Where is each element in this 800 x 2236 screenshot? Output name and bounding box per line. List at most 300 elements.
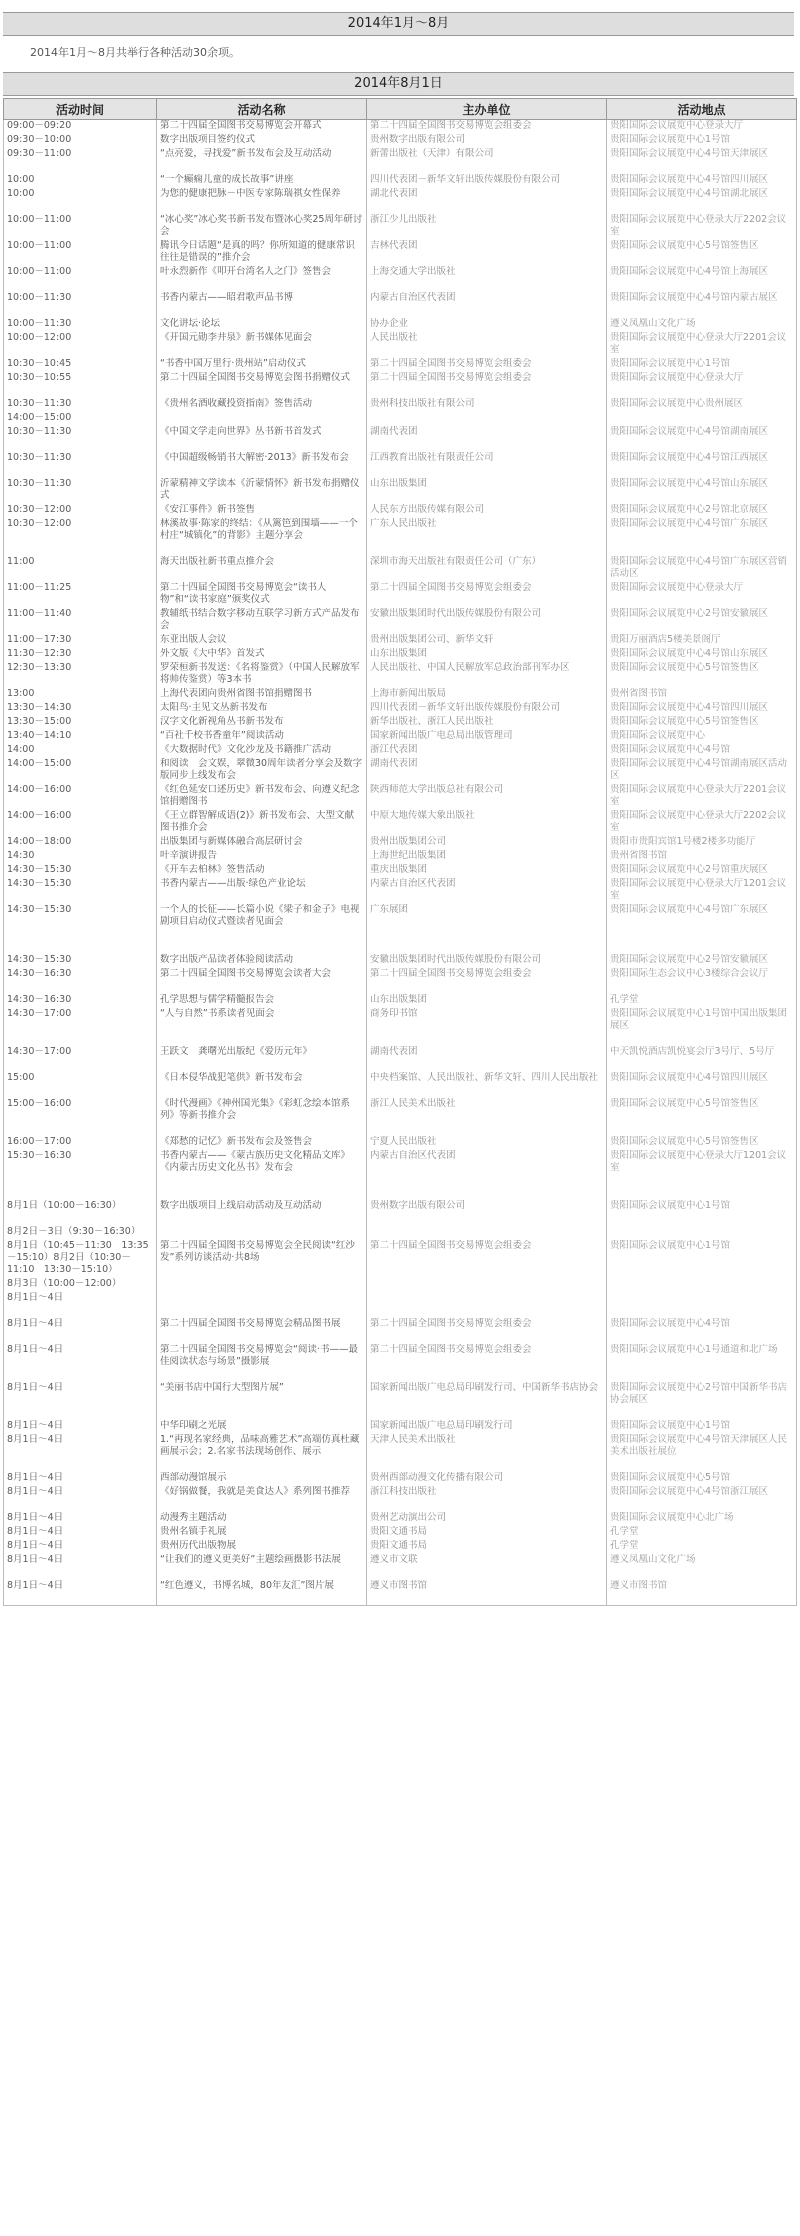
cell-time: 11:30－12:30 (4, 648, 157, 662)
cell-name: 第二十四届全国图书交易博览会图书捐赠仪式 (157, 372, 367, 398)
cell-time: 09:00－09:20 (4, 120, 157, 134)
cell-organizer (367, 412, 607, 426)
cell-venue: 贵阳国际会议展览中心2号馆重庆展区 (607, 864, 797, 878)
cell-time: 8月1日～4日 (4, 1512, 157, 1526)
cell-venue: 贵阳国际会议展览中心登录大厅2201会议室 (607, 332, 797, 358)
cell-name: 第二十四届全国图书交易博览会全民阅读“红沙发”系列访谈活动·共8场 (157, 1240, 367, 1278)
cell-venue: 贵阳国际会议展览中心4号馆四川展区 (607, 702, 797, 716)
cell-organizer: 湖南代表团 (367, 758, 607, 784)
cell-name: 汉字文化新视角丛书新书发布 (157, 716, 367, 730)
table-row (4, 556, 797, 582)
cell-venue: 孔学堂 (607, 1540, 797, 1554)
cell-organizer: 中原大地传媒大象出版社 (367, 810, 607, 836)
table-row (4, 1344, 797, 1382)
col-header-time: 活动时间 (4, 99, 157, 120)
cell-venue: 贵阳国际会议展览中心贵州展区 (607, 398, 797, 412)
cell-organizer: 贵州数字出版有限公司 (367, 1200, 607, 1226)
cell-time: 12:30－13:30 (4, 662, 157, 688)
cell-organizer: 第二十四届全国图书交易博览会组委会 (367, 358, 607, 372)
cell-organizer (367, 1292, 607, 1318)
table-row (4, 1150, 797, 1200)
cell-name: 《王立群智解成语(2)》新书发布会、大型文献图书推介会 (157, 810, 367, 836)
cell-organizer: 贵州出版集团公司 (367, 836, 607, 850)
table-row (4, 904, 797, 954)
cell-name (157, 1278, 367, 1292)
table-row (4, 452, 797, 478)
cell-venue: 贵阳国际会议展览中心1号馆 (607, 134, 797, 148)
table-row (4, 836, 797, 850)
cell-venue: 贵阳国际会议展览中心5号馆签售区 (607, 716, 797, 730)
cell-name: 《开国元勋李井泉》新书媒体见面会 (157, 332, 367, 358)
cell-venue: 贵阳国际会议展览中心5号馆签售区 (607, 662, 797, 688)
cell-organizer: 湖北代表团 (367, 188, 607, 214)
cell-name: 贵州名镇手礼展 (157, 1526, 367, 1540)
cell-name: “百社千校书香童年”阅读活动 (157, 730, 367, 744)
table-row (4, 412, 797, 426)
cell-organizer: 深圳市海天出版社有限责任公司（广东） (367, 556, 607, 582)
cell-time: 8月2日－3日（9:30－16:30） (4, 1226, 157, 1240)
cell-time: 14:30－15:30 (4, 954, 157, 968)
cell-time: 8月1日～4日 (4, 1554, 157, 1580)
cell-venue: 贵阳国际会议展览中心4号馆广东展区 (607, 518, 797, 556)
cell-organizer: 浙江代表团 (367, 744, 607, 758)
cell-name: 《郑愁的记忆》新书发布会及签售会 (157, 1136, 367, 1150)
cell-organizer: 浙江科技出版社 (367, 1486, 607, 1512)
cell-name: “一个癫痫儿童的成长故事”讲座 (157, 174, 367, 188)
cell-organizer: 人民东方出版传媒有限公司 (367, 504, 607, 518)
cell-venue: 贵阳国际会议展览中心4号馆湖南展区活动区 (607, 758, 797, 784)
cell-organizer: 第二十四届全国图书交易博览会组委会 (367, 1318, 607, 1344)
cell-time: 14:30－17:00 (4, 1046, 157, 1072)
cell-time: 13:30－15:00 (4, 716, 157, 730)
table-row (4, 864, 797, 878)
cell-venue: 贵阳国际会议展览中心北广场 (607, 1512, 797, 1526)
cell-organizer: 贵州出版集团公司、新华文轩 (367, 634, 607, 648)
cell-organizer: 中央档案馆、人民出版社、新华文轩、四川人民出版社 (367, 1072, 607, 1098)
cell-venue: 贵阳国际会议展览中心登录大厅 (607, 120, 797, 134)
cell-time: 10:00－11:30 (4, 292, 157, 318)
cell-name: 叶辛演讲报告 (157, 850, 367, 864)
cell-organizer: 国家新闻出版广电总局印刷发行司、中国新华书店协会 (367, 1382, 607, 1420)
cell-name: 为您的健康把脉－中医专家陈瑞祺女性保养 (157, 188, 367, 214)
cell-venue: 贵阳国际会议展览中心4号馆四川展区 (607, 1072, 797, 1098)
cell-venue: 贵阳国际会议展览中心登录大厅2202会议室 (607, 810, 797, 836)
cell-organizer: 遵义市文联 (367, 1554, 607, 1580)
cell-venue (607, 1278, 797, 1292)
cell-time: 10:00 (4, 174, 157, 188)
cell-name: 《中国文学走向世界》丛书新书首发式 (157, 426, 367, 452)
cell-time: 14:00－15:00 (4, 412, 157, 426)
cell-venue: 贵阳市贵阳宾馆1号楼2楼多功能厅 (607, 836, 797, 850)
cell-time: 14:30－16:30 (4, 968, 157, 994)
table-row (4, 1098, 797, 1136)
cell-organizer: 四川代表团－新华文轩出版传媒股份有限公司 (367, 174, 607, 188)
cell-organizer: 吉林代表团 (367, 240, 607, 266)
cell-time: 14:30－15:30 (4, 878, 157, 904)
cell-organizer: 广东展团 (367, 904, 607, 954)
cell-time: 8月1日～4日 (4, 1472, 157, 1486)
cell-venue: 贵阳国际会议展览中心2号馆安徽展区 (607, 954, 797, 968)
cell-name: 一个人的长征——长篇小说《梁子和金子》电视剧项目启动仪式暨读者见面会 (157, 904, 367, 954)
table-row (4, 648, 797, 662)
table-row (4, 1580, 797, 1606)
cell-name: 书香内蒙古——出版·绿色产业论坛 (157, 878, 367, 904)
cell-organizer: 第二十四届全国图书交易博览会组委会 (367, 120, 607, 134)
table-row (4, 744, 797, 758)
cell-organizer (367, 1278, 607, 1292)
cell-name: 腾讯今日话题“是真的吗？你所知道的健康常识往往是错误的”推介会 (157, 240, 367, 266)
cell-venue: 贵阳国际会议展览中心4号馆内蒙古展区 (607, 292, 797, 318)
cell-name: 出版集团与新媒体融合高层研讨会 (157, 836, 367, 850)
table-row (4, 318, 797, 332)
cell-organizer: 湖南代表团 (367, 1046, 607, 1072)
table-row (4, 1512, 797, 1526)
table-row (4, 810, 797, 836)
table-row (4, 398, 797, 412)
table-row (4, 188, 797, 214)
table-row (4, 1472, 797, 1486)
cell-venue: 贵阳国际生态会议中心3楼综合会议厅 (607, 968, 797, 994)
cell-name: 《大数据时代》文化沙龙及书籍推广活动 (157, 744, 367, 758)
cell-name: 《开车去柏林》签售活动 (157, 864, 367, 878)
cell-name: 上海代表团向贵州省图书馆捐赠图书 (157, 688, 367, 702)
cell-time: 10:30－11:30 (4, 398, 157, 412)
cell-venue: 贵阳国际会议展览中心登录大厅 (607, 582, 797, 608)
table-row (4, 174, 797, 188)
cell-name: “让我们的遵义更美好”主题绘画摄影书法展 (157, 1554, 367, 1580)
cell-name: 林溪故事·陈家的终结：《从篱笆到围墙——一个村庄“城镇化”的背影》主题分享会 (157, 518, 367, 556)
cell-time: 10:30－11:30 (4, 478, 157, 504)
table-row (4, 148, 797, 174)
cell-venue: 遵义凤凰山文化广场 (607, 1554, 797, 1580)
cell-time: 8月1日（10:00－16:30） (4, 1200, 157, 1226)
cell-venue: 孔学堂 (607, 1526, 797, 1540)
cell-organizer: 山东出版集团 (367, 648, 607, 662)
cell-time: 11:00－11:40 (4, 608, 157, 634)
cell-time: 10:00－11:30 (4, 318, 157, 332)
table-row (4, 716, 797, 730)
col-header-name: 活动名称 (157, 99, 367, 120)
cell-organizer (367, 1226, 607, 1240)
table-row (4, 292, 797, 318)
cell-name: 孔学思想与儒学精髓报告会 (157, 994, 367, 1008)
cell-time: 14:30－15:30 (4, 864, 157, 878)
cell-time: 09:30－10:00 (4, 134, 157, 148)
cell-name: 罗荣桓新书发送：《名将鉴赏》（中国人民解放军将帅传鉴赏）等3本书 (157, 662, 367, 688)
cell-time: 14:00－16:00 (4, 810, 157, 836)
table-row (4, 1200, 797, 1226)
cell-name: “红色遵义，书博名城，80年友汇”图片展 (157, 1580, 367, 1606)
table-row (4, 134, 797, 148)
cell-name: 教辅纸书结合数字移动互联学习新方式产品发布会 (157, 608, 367, 634)
intro-text: 2014年1月～8月共举行各种活动30余项。 (30, 46, 240, 59)
cell-name: 第二十四届全国图书交易博览会“读书人物”和“读书家庭”颁奖仪式 (157, 582, 367, 608)
activity-table (3, 98, 797, 1606)
cell-name: 数字出版项目上线启动活动及互动活动 (157, 1200, 367, 1226)
cell-venue: 贵阳国际会议展览中心4号馆山东展区 (607, 648, 797, 662)
table-row (4, 1278, 797, 1292)
cell-time: 8月1日～4日 (4, 1434, 157, 1472)
table-row (4, 968, 797, 994)
cell-name: 《中国超级畅销书大解密·2013》新书发布会 (157, 452, 367, 478)
cell-organizer: 湖南代表团 (367, 426, 607, 452)
cell-time: 8月1日～4日 (4, 1486, 157, 1512)
cell-time: 8月1日～4日 (4, 1318, 157, 1344)
cell-organizer: 国家新闻出版广电总局出版管理司 (367, 730, 607, 744)
cell-time: 8月1日～4日 (4, 1526, 157, 1540)
cell-venue: 贵阳国际会议展览中心4号馆广东展区 (607, 904, 797, 954)
cell-venue: 贵阳国际会议展览中心1号馆 (607, 1240, 797, 1278)
cell-name: 数字出版项目签约仪式 (157, 134, 367, 148)
table-row (4, 1226, 797, 1240)
cell-name: 沂蒙精神文学读本《沂蒙情怀》新书发布捐赠仪式 (157, 478, 367, 504)
cell-name: 叶永烈新作《叩开台湾名人之门》签售会 (157, 266, 367, 292)
table-row (4, 1072, 797, 1098)
table-row (4, 758, 797, 784)
table-header-row (4, 99, 797, 120)
cell-time: 8月1日～4日 (4, 1382, 157, 1420)
cell-venue: 贵阳国际会议展览中心5号馆 (607, 1472, 797, 1486)
table-row (4, 266, 797, 292)
table-row (4, 1540, 797, 1554)
col-header-venue: 活动地点 (607, 99, 797, 120)
cell-venue: 贵阳国际会议展览中心4号馆天津展区人民美术出版社展位 (607, 1434, 797, 1472)
cell-time: 14:30－16:30 (4, 994, 157, 1008)
cell-name: 数字出版产品读者体验阅读活动 (157, 954, 367, 968)
cell-venue: 贵阳万丽酒店5楼美景阁厅 (607, 634, 797, 648)
table-row (4, 1240, 797, 1278)
cell-time: 14:30－17:00 (4, 1008, 157, 1046)
cell-organizer: 上海市新闻出版局 (367, 688, 607, 702)
table-row (4, 1434, 797, 1472)
cell-time: 10:00－11:00 (4, 266, 157, 292)
cell-organizer: 四川代表团－新华文轩出版传媒股份有限公司 (367, 702, 607, 716)
cell-name: 外文版《大中华》首发式 (157, 648, 367, 662)
cell-venue: 贵阳国际会议展览中心4号馆江西展区 (607, 452, 797, 478)
cell-time: 14:30－15:30 (4, 904, 157, 954)
cell-organizer: 贵州科技出版社有限公司 (367, 398, 607, 412)
cell-name: “人与自然”书系读者见面会 (157, 1008, 367, 1046)
cell-time: 10:30－11:30 (4, 426, 157, 452)
cell-name: 西部动漫馆展示 (157, 1472, 367, 1486)
cell-name: 第二十四届全国图书交易博览会读者大会 (157, 968, 367, 994)
table-row (4, 504, 797, 518)
cell-time: 13:40－14:10 (4, 730, 157, 744)
cell-name: 《安江事件》新书签售 (157, 504, 367, 518)
cell-venue: 贵州省图书馆 (607, 850, 797, 864)
cell-venue: 贵阳国际会议展览中心5号馆签售区 (607, 1136, 797, 1150)
cell-venue: 贵阳国际会议展览中心5号馆签售区 (607, 240, 797, 266)
cell-venue: 贵州省图书馆 (607, 688, 797, 702)
cell-organizer: 上海交通大学出版社 (367, 266, 607, 292)
cell-organizer: 重庆出版集团 (367, 864, 607, 878)
table-row (4, 850, 797, 864)
cell-time: 8月3日（10:00－12:00） (4, 1278, 157, 1292)
cell-organizer: 第二十四届全国图书交易博览会组委会 (367, 968, 607, 994)
cell-name: 文化讲坛·论坛 (157, 318, 367, 332)
cell-organizer: 山东出版集团 (367, 478, 607, 504)
table-row (4, 634, 797, 648)
cell-organizer: 第二十四届全国图书交易博览会组委会 (367, 1240, 607, 1278)
cell-venue: 贵阳国际会议展览中心1号馆 (607, 1200, 797, 1226)
table-row (4, 688, 797, 702)
cell-organizer: 内蒙古自治区代表团 (367, 292, 607, 318)
period-banner: 2014年1月～8月 (3, 12, 794, 36)
table-row (4, 240, 797, 266)
cell-name (157, 412, 367, 426)
cell-time: 15:30－16:30 (4, 1150, 157, 1200)
cell-time: 10:30－10:45 (4, 358, 157, 372)
cell-organizer: 上海世纪出版集团 (367, 850, 607, 864)
cell-name: 中华印刷之光展 (157, 1420, 367, 1434)
cell-venue: 孔学堂 (607, 994, 797, 1008)
cell-name: 第二十四届全国图书交易博览会精品图书展 (157, 1318, 367, 1344)
table-row (4, 1318, 797, 1344)
cell-name: 《红色延安口述历史》新书发布会、向遵义纪念馆捐赠图书 (157, 784, 367, 810)
table-row (4, 954, 797, 968)
cell-time: 10:30－11:30 (4, 452, 157, 478)
cell-venue: 贵阳国际会议展览中心4号馆山东展区 (607, 478, 797, 504)
cell-organizer: 内蒙古自治区代表团 (367, 1150, 607, 1200)
table-row (4, 1136, 797, 1150)
cell-organizer: 江西教育出版社有限责任公司 (367, 452, 607, 478)
cell-venue: 中天凯悦酒店凯悦宴会厅3号厅、5号厅 (607, 1046, 797, 1072)
cell-name: “点亮爱，寻找爱”新书发布会及互动活动 (157, 148, 367, 174)
cell-organizer: 新蕾出版社（天津）有限公司 (367, 148, 607, 174)
cell-venue (607, 412, 797, 426)
cell-time: 16:00－17:00 (4, 1136, 157, 1150)
cell-name: “冰心奖”冰心奖书新书发布暨冰心奖25周年研讨会 (157, 214, 367, 240)
cell-organizer: 第二十四届全国图书交易博览会组委会 (367, 582, 607, 608)
cell-venue: 贵阳国际会议展览中心4号馆天津展区 (607, 148, 797, 174)
cell-time: 10:00－11:00 (4, 240, 157, 266)
cell-venue: 贵阳国际会议展览中心登录大厅1201会议室 (607, 1150, 797, 1200)
cell-venue: 贵阳国际会议展览中心2号馆北京展区 (607, 504, 797, 518)
cell-time: 8月1日～4日 (4, 1420, 157, 1434)
table-row (4, 994, 797, 1008)
cell-time: 11:00 (4, 556, 157, 582)
cell-name: 东亚出版人会议 (157, 634, 367, 648)
table-row (4, 120, 797, 134)
date-banner: 2014年8月1日 (3, 72, 794, 96)
cell-time: 10:00 (4, 188, 157, 214)
cell-time: 15:00－16:00 (4, 1098, 157, 1136)
cell-venue: 贵阳国际会议展览中心4号馆湖北展区 (607, 188, 797, 214)
col-header-organizer: 主办单位 (367, 99, 607, 120)
cell-venue: 贵阳国际会议展览中心4号馆广东展区营销活动区 (607, 556, 797, 582)
cell-venue: 贵阳国际会议展览中心1号馆中国出版集团展区 (607, 1008, 797, 1046)
cell-organizer: 安徽出版集团时代出版传媒股份有限公司 (367, 954, 607, 968)
cell-venue: 贵阳国际会议展览中心1号馆 (607, 1420, 797, 1434)
cell-organizer: 第二十四届全国图书交易博览会组委会 (367, 372, 607, 398)
cell-name: 海天出版社新书重点推介会 (157, 556, 367, 582)
cell-venue: 贵阳国际会议展览中心1号馆 (607, 358, 797, 372)
table-body (4, 120, 797, 1606)
cell-organizer: 内蒙古自治区代表团 (367, 878, 607, 904)
table-row (4, 730, 797, 744)
cell-organizer: 山东出版集团 (367, 994, 607, 1008)
table-row (4, 1382, 797, 1420)
table-row (4, 518, 797, 556)
cell-name: 《时代漫画》《神州国光集》《彩虹念绘本馆系列》等新书推介会 (157, 1098, 367, 1136)
cell-name: 《日本侵华战犯笔供》新书发布会 (157, 1072, 367, 1098)
cell-venue: 贵阳国际会议展览中心登录大厅2202会议室 (607, 214, 797, 240)
cell-venue: 贵阳国际会议展览中心5号馆签售区 (607, 1098, 797, 1136)
cell-time: 14:00－16:00 (4, 784, 157, 810)
cell-venue: 贵阳国际会议展览中心登录大厅1201会议室 (607, 878, 797, 904)
cell-organizer: 新华出版社、浙江人民出版社 (367, 716, 607, 730)
table-row (4, 582, 797, 608)
cell-venue: 贵阳国际会议展览中心登录大厅 (607, 372, 797, 398)
cell-name: 《贵州名酒收藏投资指南》签售活动 (157, 398, 367, 412)
cell-time: 14:00 (4, 744, 157, 758)
cell-organizer: 陕西师范大学出版总社有限公司 (367, 784, 607, 810)
cell-organizer: 协办企业 (367, 318, 607, 332)
table-row (4, 1420, 797, 1434)
cell-venue: 贵阳国际会议展览中心2号馆中国新华书店协会展区 (607, 1382, 797, 1420)
cell-time: 10:30－12:00 (4, 518, 157, 556)
table-row (4, 1046, 797, 1072)
cell-name: “美丽书店中国行大型图片展” (157, 1382, 367, 1420)
cell-organizer: 安徽出版集团时代出版传媒股份有限公司 (367, 608, 607, 634)
table-row (4, 1008, 797, 1046)
table-row (4, 1526, 797, 1540)
cell-name: 第二十四届全国图书交易博览会开幕式 (157, 120, 367, 134)
cell-organizer: 贵州数字出版有限公司 (367, 134, 607, 148)
cell-time: 14:00－15:00 (4, 758, 157, 784)
cell-organizer: 商务印书馆 (367, 1008, 607, 1046)
cell-time: 14:30 (4, 850, 157, 864)
cell-organizer: 浙江少儿出版社 (367, 214, 607, 240)
cell-name: 贵州历代出版物展 (157, 1540, 367, 1554)
cell-venue: 贵阳国际会议展览中心登录大厅2201会议室 (607, 784, 797, 810)
cell-time: 13:00 (4, 688, 157, 702)
cell-venue: 遵义市图书馆 (607, 1580, 797, 1606)
table-row (4, 332, 797, 358)
cell-name: 太阳鸟·主见文丛新书发布 (157, 702, 367, 716)
cell-venue: 贵阳国际会议展览中心2号馆安徽展区 (607, 608, 797, 634)
table-row (4, 608, 797, 634)
cell-name: 第二十四届全国图书交易博览会“阅读·书——最佳阅读状态与场景”摄影展 (157, 1344, 367, 1382)
cell-time: 8月1日～4日 (4, 1580, 157, 1606)
cell-time: 10:00－11:00 (4, 214, 157, 240)
cell-organizer: 宁夏人民出版社 (367, 1136, 607, 1150)
cell-organizer: 贵州艺动演出公司 (367, 1512, 607, 1526)
cell-time: 13:30－14:30 (4, 702, 157, 716)
table-row (4, 702, 797, 716)
cell-name: 1.“再现名家经典，品味高雅艺术”高端仿真杜藏画展示会；2.名家书法现场创作、展示 (157, 1434, 367, 1472)
table-row (4, 878, 797, 904)
cell-time: 09:30－11:00 (4, 148, 157, 174)
cell-venue: 贵阳国际会议展览中心4号馆湖南展区 (607, 426, 797, 452)
cell-time: 15:00 (4, 1072, 157, 1098)
table-row (4, 426, 797, 452)
table-row (4, 214, 797, 240)
cell-name (157, 1226, 367, 1240)
table-row (4, 1292, 797, 1318)
cell-name (157, 1292, 367, 1318)
cell-venue: 遵义凤凰山文化广场 (607, 318, 797, 332)
cell-name: 和阅读 会文娱，翠微30周年读者分享会及数字版同步上线发布会 (157, 758, 367, 784)
cell-venue: 贵阳国际会议展览中心4号馆上海展区 (607, 266, 797, 292)
cell-name: 《好锅做餐，我就是美食达人》系列图书推荐 (157, 1486, 367, 1512)
table-row (4, 784, 797, 810)
cell-organizer: 天津人民美术出版社 (367, 1434, 607, 1472)
table-row (4, 662, 797, 688)
cell-time: 10:30－10:55 (4, 372, 157, 398)
cell-time: 10:30－12:00 (4, 504, 157, 518)
cell-organizer: 贵阳文通书局 (367, 1540, 607, 1554)
